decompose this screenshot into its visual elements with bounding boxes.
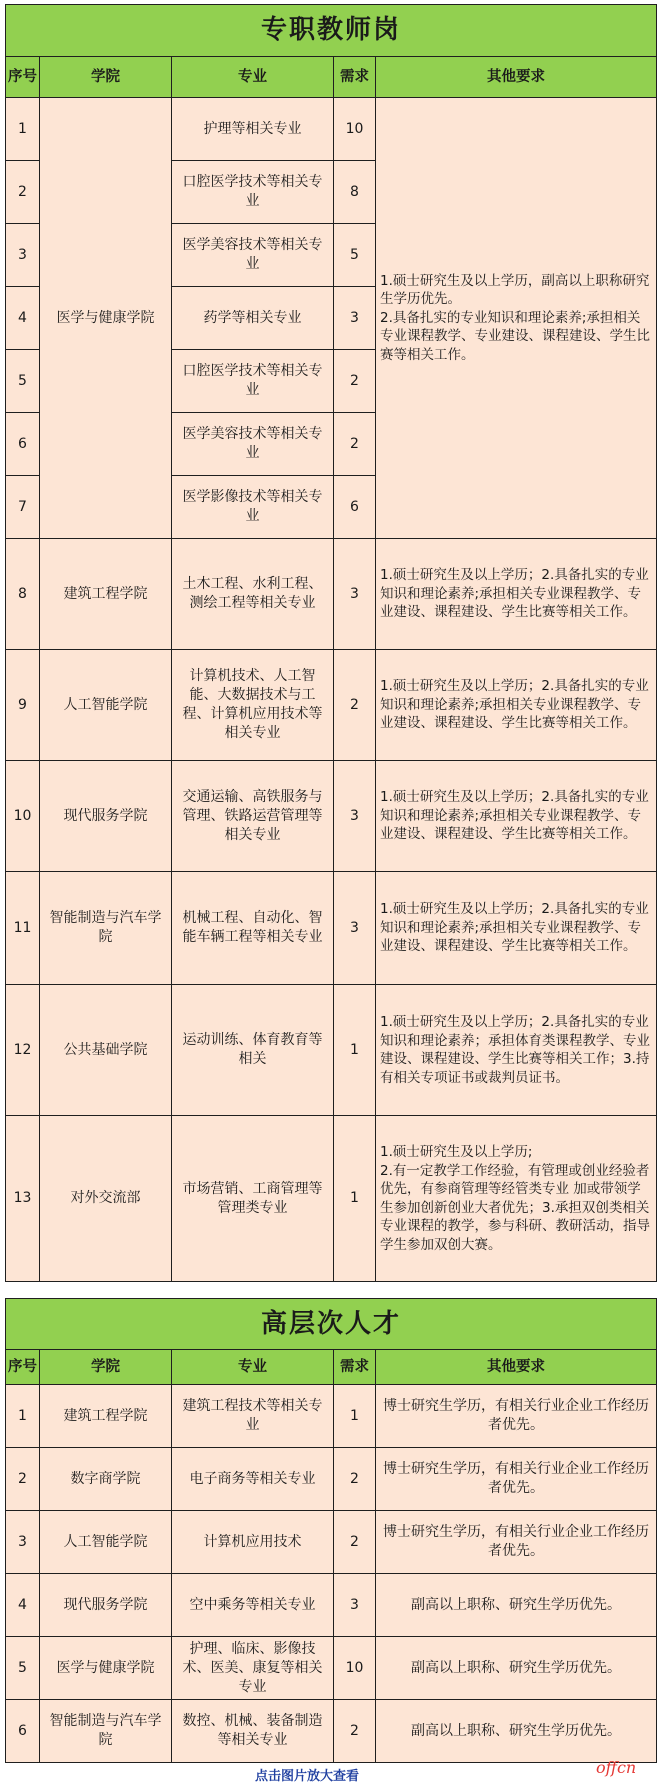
table-row xyxy=(6,1637,657,1700)
row-no: 6 xyxy=(6,1700,40,1763)
enlarge-hint-link[interactable]: 点击图片放大查看 xyxy=(255,1769,360,1784)
need-cell: 1 xyxy=(334,1116,376,1282)
major-cell: 空中乘务等相关专业 xyxy=(172,1574,334,1637)
header-no: 序号 xyxy=(6,57,40,98)
requirements-cell: 博士研究生学历，有相关行业企业工作经历者优先。 xyxy=(376,1385,657,1448)
major-cell: 口腔医学技术等相关专业 xyxy=(172,350,334,413)
major-cell: 机械工程、自动化、智能车辆工程等相关专业 xyxy=(172,872,334,985)
need-cell: 3 xyxy=(334,1574,376,1637)
need-cell: 2 xyxy=(334,1448,376,1511)
requirements-cell: 1.硕士研究生及以上学历；2.具备扎实的专业知识和理论素养;承担相关专业课程教学、专业建设、课程建设、学生比赛等相关工作。 xyxy=(376,872,657,985)
need-cell: 2 xyxy=(334,650,376,761)
need-cell: 2 xyxy=(334,1700,376,1763)
row-no: 2 xyxy=(6,1448,40,1511)
row-no: 5 xyxy=(6,350,40,413)
need-cell: 3 xyxy=(334,539,376,650)
header-requirements: 其他要求 xyxy=(376,1350,657,1385)
major-cell: 计算机应用技术 xyxy=(172,1511,334,1574)
need-cell: 3 xyxy=(334,872,376,985)
major-cell: 医学影像技术等相关专业 xyxy=(172,476,334,539)
need-cell: 1 xyxy=(334,1385,376,1448)
need-cell: 3 xyxy=(334,761,376,872)
college-cell: 现代服务学院 xyxy=(40,1574,172,1637)
college-cell: 人工智能学院 xyxy=(40,1511,172,1574)
section-title-teacher: 专职教师岗 xyxy=(6,5,657,57)
row-no: 12 xyxy=(6,985,40,1116)
row-no: 1 xyxy=(6,98,40,161)
requirements-cell: 副高以上职称、研究生学历优先。 xyxy=(376,1574,657,1637)
major-cell: 护理、临床、影像技术、医美、康复等相关专业 xyxy=(172,1637,334,1700)
major-cell: 电子商务等相关专业 xyxy=(172,1448,334,1511)
requirements-cell: 1.硕士研究生及以上学历; 2.有一定教学工作经验，有管理或创业经验者优先，有参商管理等经管类专业 加或带领学生参加创新创业大者优先；3.承担双创类相关专业课程的教学，参与科研、教研活动，指导学生参加双创大赛。 xyxy=(376,1116,657,1282)
major-cell: 口腔医学技术等相关专业 xyxy=(172,161,334,224)
table-row xyxy=(6,539,657,650)
requirements-cell: 1.硕士研究生及以上学历；2.具备扎实的专业知识和理论素养;承担相关专业课程教学、专业建设、课程建设、学生比赛等相关工作。 xyxy=(376,761,657,872)
major-cell: 药学等相关专业 xyxy=(172,287,334,350)
requirements-cell: 1.硕士研究生及以上学历；2.具备扎实的专业知识和理论素养;承担相关专业课程教学、专业建设、课程建设、学生比赛等相关工作。 xyxy=(376,650,657,761)
major-cell: 医学美容技术等相关专业 xyxy=(172,413,334,476)
requirements-cell: 副高以上职称、研究生学历优先。 xyxy=(376,1637,657,1700)
need-cell: 8 xyxy=(334,161,376,224)
requirements-cell: 副高以上职称、研究生学历优先。 xyxy=(376,1700,657,1763)
major-cell: 建筑工程技术等相关专业 xyxy=(172,1385,334,1448)
row-no: 4 xyxy=(6,1574,40,1637)
college-cell: 医学与健康学院 xyxy=(40,1637,172,1700)
table-row xyxy=(6,1116,657,1282)
need-cell: 3 xyxy=(334,287,376,350)
major-cell: 市场营销、工商管理等管理类专业 xyxy=(172,1116,334,1282)
table-row xyxy=(6,1700,657,1763)
requirements-cell: 1.硕士研究生及以上学历；2.具备扎实的专业知识和理论素养；承担体育类课程教学、专业建设、课程建设、学生比赛等相关工作；3.持有相关专项证书或裁判员证书。 xyxy=(376,985,657,1116)
major-cell: 护理等相关专业 xyxy=(172,98,334,161)
need-cell: 2 xyxy=(334,350,376,413)
table-row xyxy=(6,650,657,761)
header-no: 序号 xyxy=(6,1350,40,1385)
row-no: 2 xyxy=(6,161,40,224)
major-cell: 土木工程、水利工程、测绘工程等相关专业 xyxy=(172,539,334,650)
table-row xyxy=(6,872,657,985)
college-cell: 建筑工程学院 xyxy=(40,1385,172,1448)
header-need: 需求 xyxy=(334,1350,376,1385)
college-cell: 公共基础学院 xyxy=(40,985,172,1116)
college-cell: 对外交流部 xyxy=(40,1116,172,1282)
need-cell: 2 xyxy=(334,413,376,476)
offcn-watermark: offcn xyxy=(596,1758,637,1777)
major-cell: 计算机技术、人工智能、大数据技术与工程、计算机应用技术等相关专业 xyxy=(172,650,334,761)
need-cell: 2 xyxy=(334,1511,376,1574)
major-cell: 数控、机械、装备制造等相关专业 xyxy=(172,1700,334,1763)
major-cell: 运动训练、体育教育等相关 xyxy=(172,985,334,1116)
table-row xyxy=(6,1448,657,1511)
college-cell: 建筑工程学院 xyxy=(40,539,172,650)
header-major: 专业 xyxy=(172,57,334,98)
requirements-cell: 1.硕士研究生及以上学历，副高以上职称研究生学历优先。 2.具备扎实的专业知识和理论素养;承担相关专业课程教学、专业建设、课程建设、学生比赛等相关工作。 xyxy=(376,98,657,539)
major-cell: 交通运输、高铁服务与管理、铁路运营管理等相关专业 xyxy=(172,761,334,872)
talent-table xyxy=(5,1298,657,1763)
row-no: 11 xyxy=(6,872,40,985)
requirements-cell: 博士研究生学历，有相关行业企业工作经历者优先。 xyxy=(376,1448,657,1511)
requirements-cell: 1.硕士研究生及以上学历；2.具备扎实的专业知识和理论素养;承担相关专业课程教学、专业建设、课程建设、学生比赛等相关工作。 xyxy=(376,539,657,650)
row-no: 6 xyxy=(6,413,40,476)
table-row xyxy=(6,1574,657,1637)
table-row xyxy=(6,98,657,161)
need-cell: 10 xyxy=(334,1637,376,1700)
row-no: 8 xyxy=(6,539,40,650)
need-cell: 6 xyxy=(334,476,376,539)
header-major: 专业 xyxy=(172,1350,334,1385)
header-requirements: 其他要求 xyxy=(376,57,657,98)
row-no: 4 xyxy=(6,287,40,350)
row-no: 7 xyxy=(6,476,40,539)
table-row xyxy=(6,985,657,1116)
college-cell: 数字商学院 xyxy=(40,1448,172,1511)
college-cell: 智能制造与汽车学院 xyxy=(40,1700,172,1763)
major-cell: 医学美容技术等相关专业 xyxy=(172,224,334,287)
need-cell: 10 xyxy=(334,98,376,161)
row-no: 9 xyxy=(6,650,40,761)
need-cell: 1 xyxy=(334,985,376,1116)
section-title-talent: 高层次人才 xyxy=(6,1299,657,1350)
requirements-cell: 博士研究生学历，有相关行业企业工作经历者优先。 xyxy=(376,1511,657,1574)
college-cell: 人工智能学院 xyxy=(40,650,172,761)
row-no: 1 xyxy=(6,1385,40,1448)
college-cell: 现代服务学院 xyxy=(40,761,172,872)
need-cell: 5 xyxy=(334,224,376,287)
college-cell: 医学与健康学院 xyxy=(40,98,172,539)
row-no: 5 xyxy=(6,1637,40,1700)
header-need: 需求 xyxy=(334,57,376,98)
table-row xyxy=(6,1511,657,1574)
header-college: 学院 xyxy=(40,57,172,98)
row-no: 3 xyxy=(6,1511,40,1574)
header-college: 学院 xyxy=(40,1350,172,1385)
table-row xyxy=(6,1385,657,1448)
row-no: 10 xyxy=(6,761,40,872)
table-row xyxy=(6,761,657,872)
teacher-table xyxy=(5,4,657,1282)
row-no: 3 xyxy=(6,224,40,287)
row-no: 13 xyxy=(6,1116,40,1282)
college-cell: 智能制造与汽车学院 xyxy=(40,872,172,985)
